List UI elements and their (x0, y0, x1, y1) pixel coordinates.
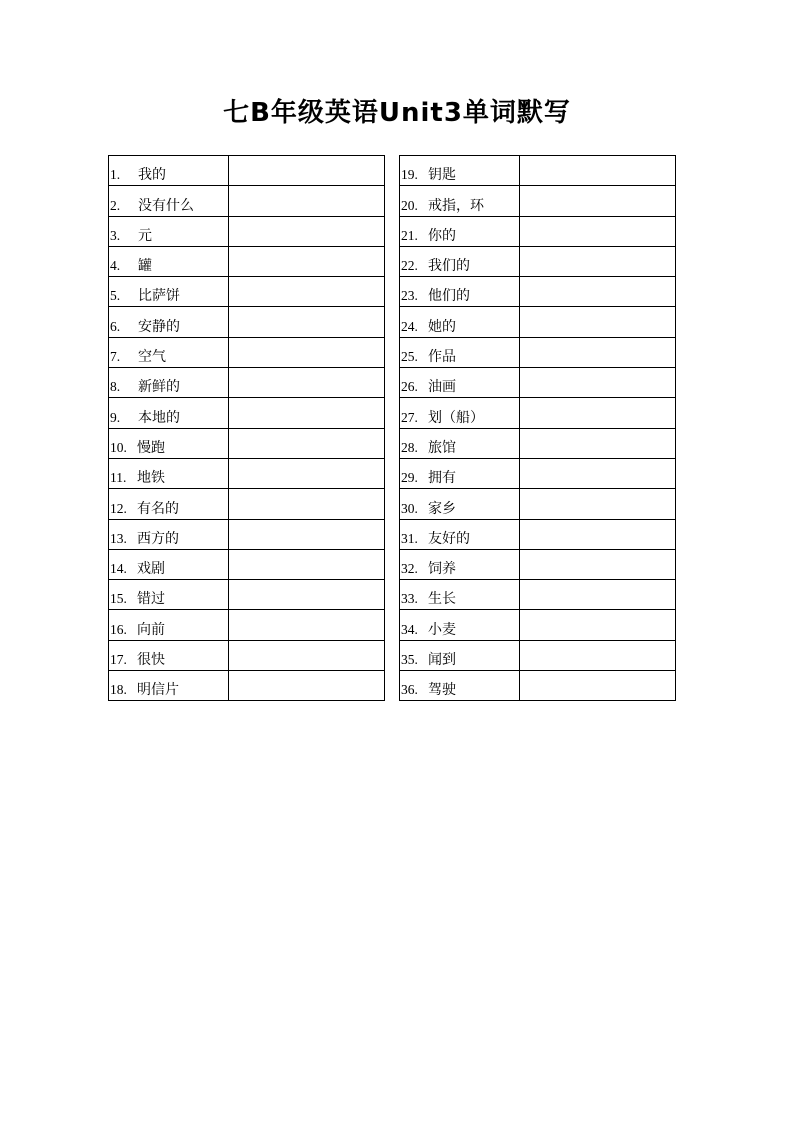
chinese-word: 驾驶 (428, 682, 456, 699)
chinese-word: 慢跑 (137, 439, 165, 456)
vocab-row (400, 398, 676, 428)
vocab-row (109, 640, 385, 670)
vocab-prompt-cell (109, 428, 229, 458)
vocab-row (109, 216, 385, 246)
vocab-prompt-cell (109, 337, 229, 367)
item-number: 3. (110, 227, 121, 243)
vocab-row (109, 186, 385, 216)
chinese-word: 作品 (428, 349, 456, 366)
vocab-prompt-cell (400, 307, 520, 337)
chinese-word: 向前 (137, 621, 165, 638)
vocab-prompt-cell (109, 216, 229, 246)
chinese-word: 明信片 (137, 682, 179, 699)
vocab-prompt-cell (400, 458, 520, 488)
chinese-word: 她的 (428, 318, 456, 335)
vocab-row (109, 307, 385, 337)
vocab-row (400, 610, 676, 640)
chinese-word: 闻到 (428, 652, 456, 669)
vocab-row (400, 428, 676, 458)
vocab-row (400, 337, 676, 367)
vocab-row (400, 186, 676, 216)
vocab-row (109, 549, 385, 579)
vocab-prompt-cell (400, 428, 520, 458)
vocab-prompt-cell (109, 277, 229, 307)
item-number: 25. (401, 349, 418, 365)
chinese-word: 油画 (428, 379, 456, 396)
vocab-prompt-cell (109, 519, 229, 549)
item-number: 22. (401, 258, 418, 274)
vocab-prompt-cell (400, 640, 520, 670)
chinese-word: 拥有 (428, 470, 456, 487)
chinese-word: 他们的 (428, 288, 470, 305)
vocab-row (400, 640, 676, 670)
answer-blank-cell[interactable] (520, 186, 676, 216)
vocab-row (400, 580, 676, 610)
vocab-prompt-cell (400, 610, 520, 640)
answer-blank-cell[interactable] (229, 580, 385, 610)
chinese-word: 饲养 (428, 561, 456, 578)
vocab-row (109, 277, 385, 307)
vocab-prompt-cell (109, 458, 229, 488)
chinese-word: 我们的 (428, 258, 470, 275)
chinese-word: 很快 (137, 652, 165, 669)
vocab-prompt-cell (109, 368, 229, 398)
vocab-prompt-cell (400, 549, 520, 579)
answer-blank-cell[interactable] (520, 216, 676, 246)
item-number: 19. (401, 167, 418, 183)
answer-blank-cell[interactable] (520, 246, 676, 276)
vocab-prompt-cell (109, 186, 229, 216)
item-number: 18. (110, 682, 127, 698)
vocab-prompt-cell (109, 671, 229, 701)
item-number: 2. (110, 197, 121, 213)
vocab-row (109, 671, 385, 701)
vocab-prompt-cell (400, 519, 520, 549)
answer-blank-cell[interactable] (229, 549, 385, 579)
item-number: 7. (110, 349, 121, 365)
vocab-row (109, 337, 385, 367)
answer-blank-cell[interactable] (520, 489, 676, 519)
answer-blank-cell[interactable] (520, 398, 676, 428)
vocab-row (109, 398, 385, 428)
answer-blank-cell[interactable] (520, 580, 676, 610)
vocab-prompt-cell (400, 156, 520, 186)
chinese-word: 有名的 (137, 500, 179, 517)
vocab-row (109, 428, 385, 458)
item-number: 12. (110, 500, 127, 516)
vocab-table-left (108, 155, 385, 701)
answer-blank-cell[interactable] (520, 640, 676, 670)
vocab-row (400, 368, 676, 398)
item-number: 6. (110, 318, 121, 334)
vocab-row (109, 610, 385, 640)
chinese-word: 生长 (428, 591, 456, 608)
vocab-prompt-cell (400, 216, 520, 246)
chinese-word: 钥匙 (428, 167, 456, 184)
chinese-word: 划（船） (428, 409, 484, 426)
vocab-prompt-cell (400, 277, 520, 307)
vocab-row (400, 549, 676, 579)
vocab-row (400, 246, 676, 276)
chinese-word: 小麦 (428, 621, 456, 638)
item-number: 29. (401, 470, 418, 486)
vocab-prompt-cell (109, 307, 229, 337)
answer-blank-cell[interactable] (229, 398, 385, 428)
item-number: 31. (401, 530, 418, 546)
answer-blank-cell[interactable] (229, 368, 385, 398)
vocab-row (109, 246, 385, 276)
answer-blank-cell[interactable] (520, 337, 676, 367)
vocab-row (109, 580, 385, 610)
answer-blank-cell[interactable] (229, 156, 385, 186)
chinese-word: 你的 (428, 227, 456, 244)
answer-blank-cell[interactable] (229, 246, 385, 276)
item-number: 36. (401, 682, 418, 698)
item-number: 26. (401, 379, 418, 395)
answer-blank-cell[interactable] (229, 489, 385, 519)
chinese-word: 旅馆 (428, 439, 456, 456)
vocab-prompt-cell (400, 671, 520, 701)
answer-blank-cell[interactable] (229, 519, 385, 549)
item-number: 24. (401, 318, 418, 334)
vocab-row (400, 307, 676, 337)
vocab-row (109, 368, 385, 398)
vocab-row (400, 671, 676, 701)
vocab-prompt-cell (400, 489, 520, 519)
chinese-word: 我的 (138, 167, 166, 184)
vocab-prompt-cell (109, 489, 229, 519)
chinese-word: 罐 (138, 258, 152, 275)
vocab-prompt-cell (400, 337, 520, 367)
answer-blank-cell[interactable] (520, 428, 676, 458)
answer-blank-cell[interactable] (229, 671, 385, 701)
answer-blank-cell[interactable] (520, 458, 676, 488)
vocab-row (400, 519, 676, 549)
vocab-row (400, 156, 676, 186)
item-number: 28. (401, 439, 418, 455)
item-number: 4. (110, 258, 121, 274)
vocab-prompt-cell (109, 640, 229, 670)
answer-blank-cell[interactable] (520, 519, 676, 549)
answer-blank-cell[interactable] (229, 337, 385, 367)
vocab-row (400, 458, 676, 488)
chinese-word: 空气 (138, 349, 166, 366)
item-number: 11. (110, 470, 127, 486)
answer-blank-cell[interactable] (229, 307, 385, 337)
vocab-prompt-cell (109, 398, 229, 428)
vocab-prompt-cell (109, 580, 229, 610)
item-number: 10. (110, 439, 127, 455)
item-number: 30. (401, 500, 418, 516)
item-number: 13. (110, 530, 127, 546)
vocab-prompt-cell (109, 156, 229, 186)
item-number: 16. (110, 621, 127, 637)
vocab-row (400, 277, 676, 307)
answer-blank-cell[interactable] (229, 428, 385, 458)
chinese-word: 西方的 (137, 530, 179, 547)
item-number: 33. (401, 591, 418, 607)
item-number: 21. (401, 227, 418, 243)
chinese-word: 家乡 (428, 500, 456, 517)
answer-blank-cell[interactable] (520, 610, 676, 640)
chinese-word: 比萨饼 (138, 288, 180, 305)
vocab-prompt-cell (109, 246, 229, 276)
item-number: 14. (110, 561, 127, 577)
vocab-row (109, 156, 385, 186)
item-number: 8. (110, 379, 121, 395)
answer-blank-cell[interactable] (229, 186, 385, 216)
page-title: 七B年级英语Unit3单词默写 (223, 98, 571, 128)
chinese-word: 安静的 (138, 318, 180, 335)
item-number: 35. (401, 652, 418, 668)
answer-blank-cell[interactable] (520, 156, 676, 186)
vocab-prompt-cell (109, 610, 229, 640)
vocab-row (109, 489, 385, 519)
answer-blank-cell[interactable] (229, 277, 385, 307)
item-number: 15. (110, 591, 127, 607)
item-number: 27. (401, 409, 418, 425)
chinese-word: 地铁 (137, 470, 165, 487)
answer-blank-cell[interactable] (229, 640, 385, 670)
item-number: 9. (110, 409, 121, 425)
vocab-prompt-cell (400, 246, 520, 276)
item-number: 34. (401, 621, 418, 637)
item-number: 17. (110, 652, 127, 668)
item-number: 5. (110, 288, 121, 304)
vocab-prompt-cell (400, 368, 520, 398)
chinese-word: 戒指，环 (428, 197, 484, 214)
vocab-row (400, 216, 676, 246)
answer-blank-cell[interactable] (520, 307, 676, 337)
answer-blank-cell[interactable] (520, 277, 676, 307)
vocab-row (400, 489, 676, 519)
answer-blank-cell[interactable] (520, 549, 676, 579)
chinese-word: 新鲜的 (138, 379, 180, 396)
item-number: 20. (401, 197, 418, 213)
item-number: 32. (401, 561, 418, 577)
chinese-word: 错过 (137, 591, 165, 608)
answer-blank-cell[interactable] (229, 458, 385, 488)
answer-blank-cell[interactable] (520, 671, 676, 701)
chinese-word: 本地的 (138, 409, 180, 426)
item-number: 1. (110, 167, 121, 183)
vocab-row (109, 458, 385, 488)
item-number: 23. (401, 288, 418, 304)
chinese-word: 元 (138, 227, 152, 244)
vocab-row (109, 519, 385, 549)
vocab-table-right (399, 155, 676, 701)
vocab-prompt-cell (400, 186, 520, 216)
answer-blank-cell[interactable] (229, 610, 385, 640)
answer-blank-cell[interactable] (520, 368, 676, 398)
chinese-word: 友好的 (428, 530, 470, 547)
vocab-prompt-cell (109, 549, 229, 579)
answer-blank-cell[interactable] (229, 216, 385, 246)
vocab-prompt-cell (400, 398, 520, 428)
chinese-word: 没有什么 (138, 197, 194, 214)
chinese-word: 戏剧 (137, 561, 165, 578)
vocab-prompt-cell (400, 580, 520, 610)
